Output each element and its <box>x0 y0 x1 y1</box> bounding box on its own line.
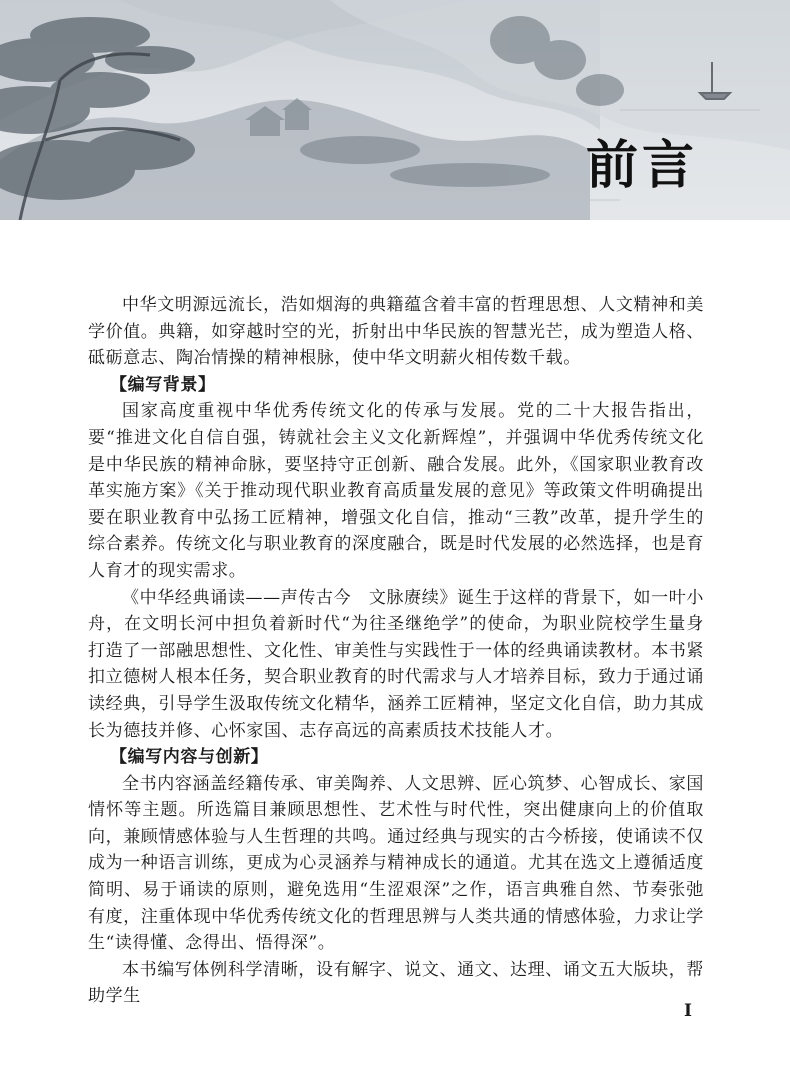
intro-paragraph: 中华文明源远流长，浩如烟海的典籍蕴含着丰富的哲理思想、人文精神和美学价值。典籍，如穿越时空的光，折射出中华民族的智慧光芒，成为塑造人格、砥砺意志、陶冶情操的精神根脉，使中华文明薪火相传数千载。 <box>88 295 704 369</box>
content-paragraph-1: 全书内容涵盖经籍传承、审美陶养、人文思辨、匠心筑梦、心智成长、家国情怀等主题。所选篇目兼顾思想性、艺术性与时代性，突出健康向上的价值取向，兼顾情感体验与人生哲理的共鸣。通过经典与现实的古今桥接，使诵读不仅成为一种语言训练，更成为心灵涵养与精神成长的通道。尤其在选文上遵循适度简明、易于诵读的原则，避免选用“生涩艰深”之作，语言典雅自然、节奏张弛有度，注重体现中华优秀传统文化的哲理思辨与人类共通的情感体验，力求让学生“读得懂、念得出、悟得深”。 <box>88 773 704 954</box>
page-title: 前言 <box>585 136 698 196</box>
section-heading-background: 【编写背景】 <box>110 374 216 395</box>
content-paragraph-2: 本书编写体例科学清晰，设有解字、说文、通文、达理、诵文五大版块，帮助学生 <box>88 959 704 1007</box>
background-paragraph-1: 国家高度重视中华优秀传统文化的传承与发展。党的二十大报告指出，要“推进文化自信自强，铸就社会主义文化新辉煌”，并强调中华优秀传统文化是中华民族的精神命脉，要坚持守正创新、融合发展。此外，《国家职业教育改革实施方案》《关于推动现代职业教育高质量发展的意见》等政策文件明确提出要在职业教育中弘扬工匠精神，增强文化自信，推动“三教”改革，提升学生的综合素养。传统文化与职业教育的深度融合，既是时代发展的必然选择，也是育人育才的现实需求。 <box>88 401 704 581</box>
section-heading-content-innovation: 【编写内容与创新】 <box>110 747 269 768</box>
preface-body <box>88 292 704 1010</box>
background-paragraph-2: 《中华经典诵读——声传古今 文脉赓续》诞生于这样的背景下，如一叶小舟，在文明长河中担负着新时代“为往圣继绝学”的使命，为职业院校学生量身打造了一部融思想性、文化性、审美性与实践性于一体的经典诵读教材。本书紧扣立德树人根本任务，契合职业教育的时代需求与人才培养目标，致力于通过诵读经典，引导学生汲取传统文化精华，涵养工匠精神，坚定文化自信，助力其成长为德技并修、心怀家国、志存高远的高素质技术技能人才。 <box>88 587 704 741</box>
page-number: I <box>684 1001 692 1021</box>
header-banner <box>0 0 790 220</box>
